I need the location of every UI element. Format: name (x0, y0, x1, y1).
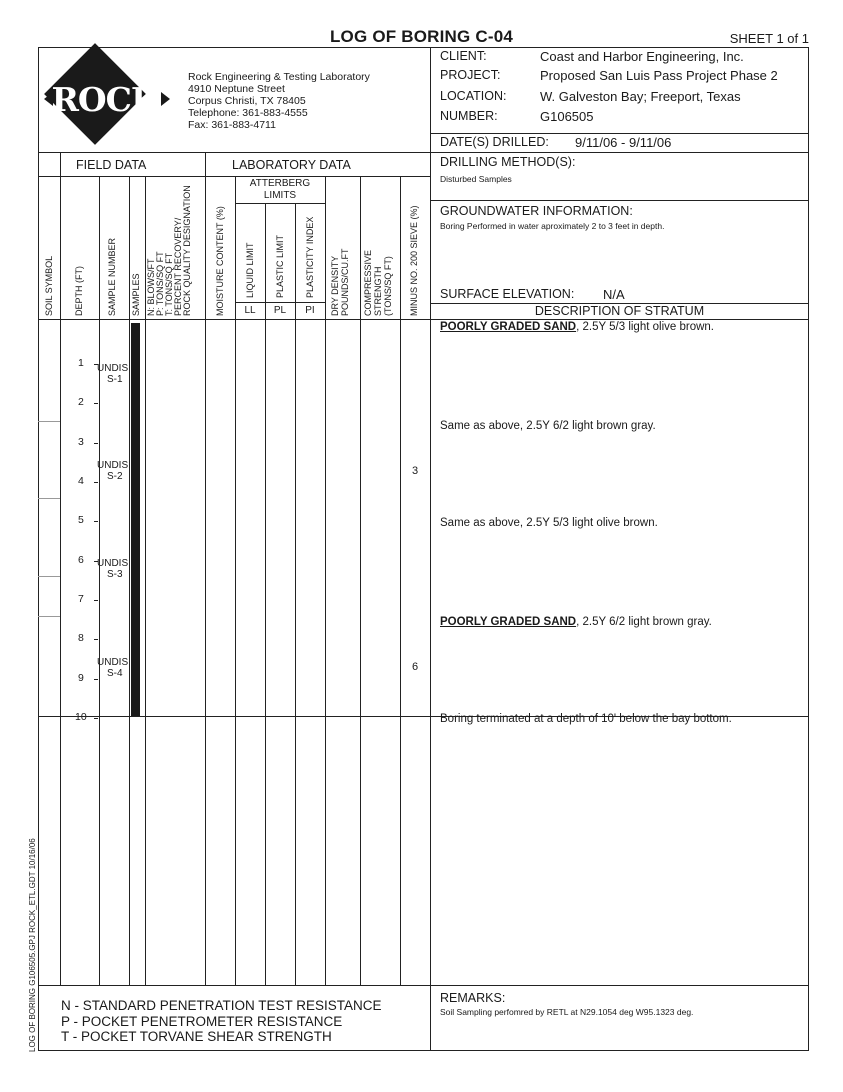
stratum-1-name: POORLY GRADED SAND (440, 321, 577, 333)
remarks-text: Soil Sampling perfomred by RETL at N29.1054 deg W95.1323 deg. (440, 1007, 694, 1017)
depth-tick (94, 443, 98, 444)
depth-tick (94, 521, 98, 522)
method-value: Disturbed Samples (440, 174, 512, 184)
soil-symbol-mark (38, 576, 60, 577)
main-divider (430, 47, 431, 1051)
depth-6: 6 (78, 554, 84, 566)
depth-7: 7 (78, 593, 84, 605)
compressive-header-1: COMPRESSIVE (363, 249, 373, 316)
samples-header: SAMPLES (131, 273, 141, 316)
date-line (430, 133, 809, 134)
sample-type: UNDIS (97, 363, 129, 374)
col-line-5 (205, 152, 206, 985)
dry-density-header-2: POUNDS/CU.FT (340, 248, 350, 316)
atterberg-header (235, 178, 325, 202)
blows-header-3: T: TONS/SQ FT (164, 252, 174, 316)
col-line-11 (400, 176, 401, 985)
stratum-4 (440, 616, 712, 628)
soil-symbol-header: SOIL SYMBOL (44, 255, 54, 316)
depth-4: 4 (78, 475, 84, 487)
field-lab-line (38, 176, 430, 177)
sample-1 (97, 363, 128, 385)
minus200-header: MINUS NO. 200 SIEVE (%) (409, 205, 419, 316)
ll-pl-pi-line (235, 302, 325, 303)
sample-type: UNDIS (97, 558, 129, 569)
col-line-8 (295, 203, 296, 985)
blows-header-1: N: BLOWS/FT (146, 258, 156, 316)
sample-3 (97, 558, 128, 580)
project-label: PROJECT: (440, 68, 501, 82)
plastic-limit-header: PLASTIC LIMIT (275, 234, 285, 298)
legend-t: T - POCKET TORVANE SHEAR STRENGTH (61, 1029, 332, 1044)
blows-header-4: PERCENT RECOVERY/ (173, 217, 183, 316)
depth-10: 10 (75, 711, 87, 723)
sample-number-header: SAMPLE NUMBER (107, 237, 117, 316)
log-frame (38, 47, 809, 1051)
depth-2: 2 (78, 396, 84, 408)
col-line-2 (99, 176, 100, 985)
client-label: CLIENT: (440, 49, 487, 63)
footer-side-text: LOG OF BORING G106505.GPJ ROCK_ETL.GDT 10/16/06 (28, 838, 37, 1052)
description-header: DESCRIPTION OF STRATUM (534, 304, 705, 318)
blows-header-5: ROCK QUALITY DESIGNATION (182, 185, 192, 316)
stratum-1 (440, 321, 714, 333)
depth-header: DEPTH (FT) (74, 266, 84, 316)
depth-8: 8 (78, 632, 84, 644)
field-data-header: FIELD DATA (76, 158, 147, 172)
elevation-value: N/A (603, 287, 625, 302)
number-label: NUMBER: (440, 109, 498, 123)
depth-3: 3 (78, 436, 84, 448)
stratum-2: Same as above, 2.5Y 6/2 light brown gray. (440, 420, 656, 432)
legend-top-line (38, 985, 809, 986)
col-line-3 (129, 176, 130, 985)
depth-9: 9 (78, 672, 84, 684)
soil-symbol-mark (38, 498, 60, 499)
legend-p: P - POCKET PENETROMETER RESISTANCE (61, 1014, 343, 1029)
remarks-label: REMARKS: (440, 991, 506, 1005)
depth-tick (94, 403, 98, 404)
groundwater-label: GROUNDWATER INFORMATION: (440, 204, 633, 218)
sample-id: S-4 (107, 668, 123, 679)
ll-label: LL (244, 305, 256, 316)
depth-5: 5 (78, 514, 84, 526)
location-value: W. Galveston Bay; Freeport, Texas (540, 89, 741, 104)
dates-value: 9/11/06 - 9/11/06 (575, 135, 672, 150)
method-line (430, 200, 809, 201)
company-phone: Telephone: 361-883-4555 (188, 107, 308, 119)
blows-header-2: P: TONS/SQ FT (155, 251, 165, 316)
company-fax: Fax: 361-883-4711 (188, 119, 276, 131)
header-bottom-line (38, 152, 809, 153)
col-line-7 (265, 203, 266, 985)
method-label: DRILLING METHOD(S): (440, 155, 576, 169)
depth-1: 1 (78, 357, 84, 369)
depth-tick (94, 482, 98, 483)
company-address (188, 71, 370, 131)
sample-id: S-3 (107, 569, 123, 580)
client-value: Coast and Harbor Engineering, Inc. (540, 49, 744, 64)
minus200-value-2: 6 (411, 661, 419, 673)
company-street: 4910 Neptune Street (188, 83, 285, 95)
stratum-3: Same as above, 2.5Y 5/3 light olive brown. (440, 517, 658, 529)
sample-4 (97, 657, 128, 679)
column-header-bottom (38, 319, 809, 320)
stratum-4-desc: , 2.5Y 6/2 light brown gray. (576, 616, 712, 628)
rock-logo-text: ROCK (51, 80, 159, 119)
col-line-6 (235, 176, 236, 985)
stratum-4-name: POORLY GRADED SAND (440, 616, 577, 628)
log-title: LOG OF BORING C-04 (329, 27, 514, 46)
plasticity-index-header: PLASTICITY INDEX (305, 216, 315, 298)
sample-id: S-2 (107, 471, 123, 482)
depth-tick (94, 679, 98, 680)
dates-label: DATE(S) DRILLED: (440, 135, 549, 149)
company-city: Corpus Christi, TX 78405 (188, 95, 306, 107)
depth-tick (94, 639, 98, 640)
sample-type: UNDIS (97, 460, 129, 471)
col-line-10 (360, 176, 361, 985)
minus200-value-1: 3 (411, 465, 419, 477)
pl-label: PL (273, 305, 287, 316)
sample-bar (131, 323, 140, 717)
col-line-9 (325, 176, 326, 985)
compressive-header-2: STRENGTH (373, 266, 383, 316)
compressive-header-3: (TONS/SQ FT) (383, 256, 393, 316)
atterberg-label: ATTERBERG (249, 178, 311, 189)
project-value: Proposed San Luis Pass Project Phase 2 (540, 68, 778, 83)
stratum-5: Boring terminated at a depth of 10' below the bay bottom. (440, 713, 732, 725)
number-value: G106505 (540, 109, 594, 124)
moisture-header: MOISTURE CONTENT (%) (215, 206, 225, 316)
atterberg-line (235, 203, 325, 204)
depth-tick (94, 718, 98, 719)
sheet-number: SHEET 1 of 1 (729, 31, 809, 46)
soil-symbol-mark (38, 616, 60, 617)
depth-tick (94, 600, 98, 601)
limits-label: LIMITS (263, 190, 297, 201)
pi-label: PI (305, 305, 315, 316)
soil-symbol-mark (38, 421, 60, 422)
company-name: Rock Engineering & Testing Laboratory (188, 71, 370, 83)
location-label: LOCATION: (440, 89, 507, 103)
liquid-limit-header: LIQUID LIMIT (245, 242, 255, 298)
col-line-1 (60, 152, 61, 985)
elevation-label: SURFACE ELEVATION: (440, 287, 575, 301)
dry-density-header-1: DRY DENSITY (330, 255, 340, 316)
groundwater-value: Boring Performed in water aproximately 2 to 3 feet in depth. (440, 221, 665, 231)
stratum-1-desc: , 2.5Y 5/3 light olive brown. (576, 321, 714, 333)
sample-id: S-1 (107, 374, 123, 385)
sample-type: UNDIS (97, 657, 129, 668)
laboratory-data-header: LABORATORY DATA (232, 158, 351, 172)
legend-n: N - STANDARD PENETRATION TEST RESISTANCE (61, 998, 382, 1013)
sample-2 (97, 460, 128, 482)
